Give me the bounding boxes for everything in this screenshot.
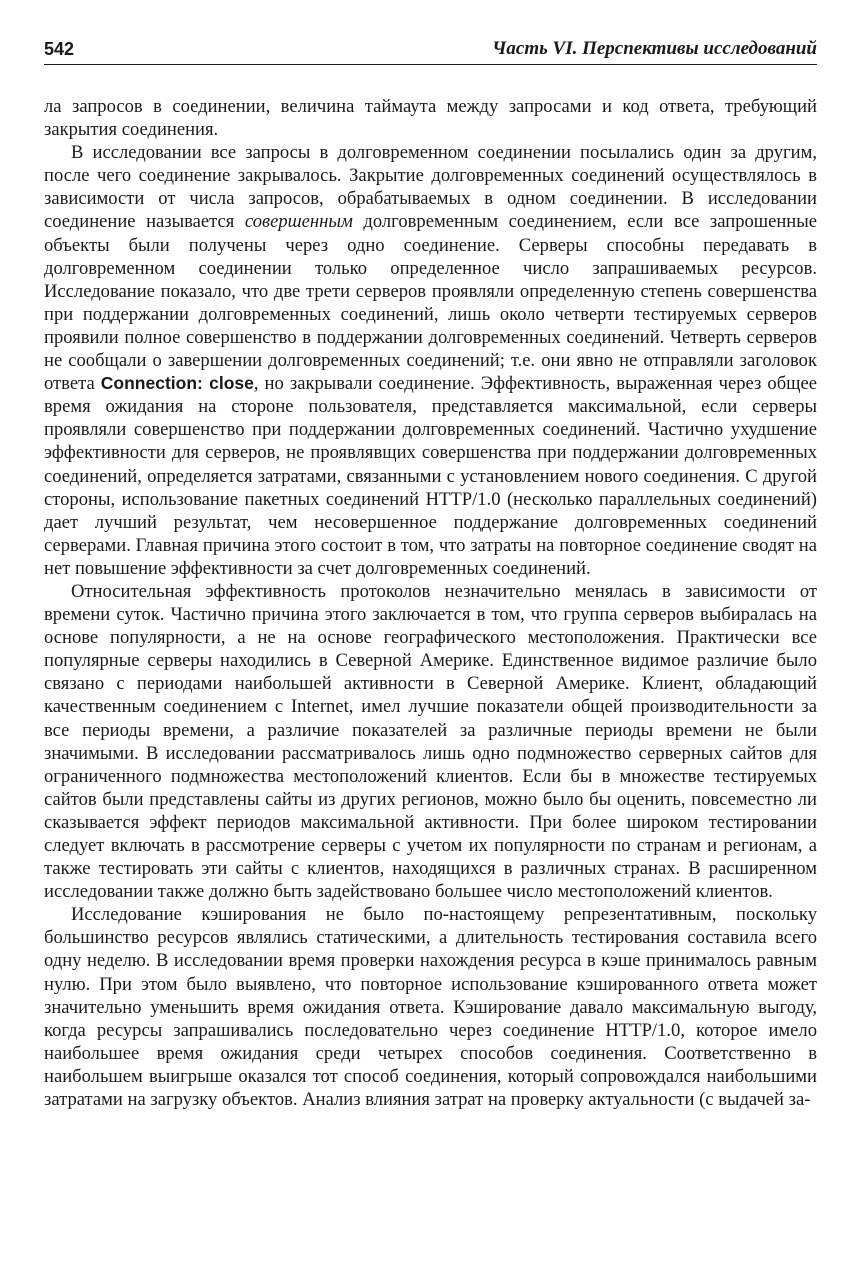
running-header — [44, 38, 817, 65]
paragraph-2-text-a: В исследовании все запросы в долговременном соединении посылались один за другим, после чего соединение закрывалось. Закрытие долговременных соединений осуществлялось в зависимости от числа запросов, обрабатываемых в одном соединении. В исследовании соединение называется — [44, 142, 817, 233]
book-page — [44, 38, 817, 1111]
section-title: Часть VI. Перспективы исследований — [492, 38, 817, 59]
body-text — [44, 95, 817, 1111]
paragraph-2 — [44, 141, 817, 580]
page-number: 542 — [44, 39, 75, 59]
paragraph-3: Относительная эффективность протоколов незначительно менялась в зависимости от времени суток. Частично причина этого заключается в том, что группа серверов выбиралась на основе популярности, а не на основе географического местоположения. Практически все популярные серверы находились в Северной Америке. Единственное видимое различие было связано с периодами наибольшей активности в Северной Америке. Клиент, обладающий качественным соединением с Internet, имел лучшие показатели общей производительности за все периоды времени, а различие показателей за различные периоды времени не были значимыми. В исследовании рассматривалось лишь одно подмножество серверных сайтов для ограниченного подмножества местоположений клиентов. Если бы в множестве тестируемых сайтов были представлены сайты из других регионов, можно было бы оценить, повсеместно ли сказывается эффект периодов максимальной активности. При более широком тестировании следует включать в рассмотрение серверы с учетом их популярности по странам и регионам, а также тестировать эти сайты с клиентов, находящихся в различных странах. В расширенном исследовании также должно быть задействовано большее число местоположений клиентов. — [44, 580, 817, 903]
header-connection-close: Connection: close — [100, 373, 254, 394]
paragraph-1: ла запросов в соединении, величина таймаута между запросами и код ответа, требующий закрытия соединения. — [44, 96, 817, 141]
paragraph-2-text-b: долговременным соединением, если все запрошенные объекты были получены через одно соединение. Серверы способны передавать в долговременном соединении только определенное число запрашиваемых ресурсов. Исследование показало, что две трети серверов проявляли определенную степень совершенства при поддержании долговременных соединений, лишь около четверти тестируемых серверов проявили полное совершенство в поддержании долговременных соединений. Четверть серверов не сообщали о завершении долговременных соединений; т.е. они явно не отправляли заголовок ответа — [44, 211, 818, 395]
term-perfect-connection: совершенным — [244, 211, 353, 233]
paragraph-2-text-c: , но закрывали соединение. Эффективность, выраженная через общее время ожидания на стороне пользователя, представляется максимальной, если серверы проявляли совершенство при поддержании долговременных соединений. Частично ухудшение эффективности для серверов, не проявлявщих совершенства при поддержании долговременных соединений, определяется затратами, связанными с установлением нового соединения. С другой стороны, использование пакетных соединений HTTP/1.0 (несколько параллельных соединений) дает лучший результат, чем несовершенное поддержание долговременных соединений серверами. Главная причина этого состоит в том, что затраты на повторное соединение сводят на нет повышение эффективности за счет долговременных соединений. — [44, 373, 817, 579]
paragraph-4: Исследование кэширования не было по-настоящему репрезентативным, поскольку большинство ресурсов являлись статическими, а длительность тестирования составила всего одну неделю. В исследовании время проверки нахождения ресурса в кэше принималось равным нулю. При этом было выявлено, что повторное использование кэшированного ответа может значительно уменьшить время ожидания ответа. Кэширование давало максимальную выгоду, когда ресурсы запрашивались последовательно через соединение HTTP/1.0, которое имело наибольшее время ожидания среди четырех способов соединения. Соответственно в наибольшем выигрыше оказался тот способ соединения, который сопровождался наибольшими затратами на загрузку объектов. Анализ влияния затрат на проверку актуальности (с выдачей за- — [44, 904, 817, 1111]
